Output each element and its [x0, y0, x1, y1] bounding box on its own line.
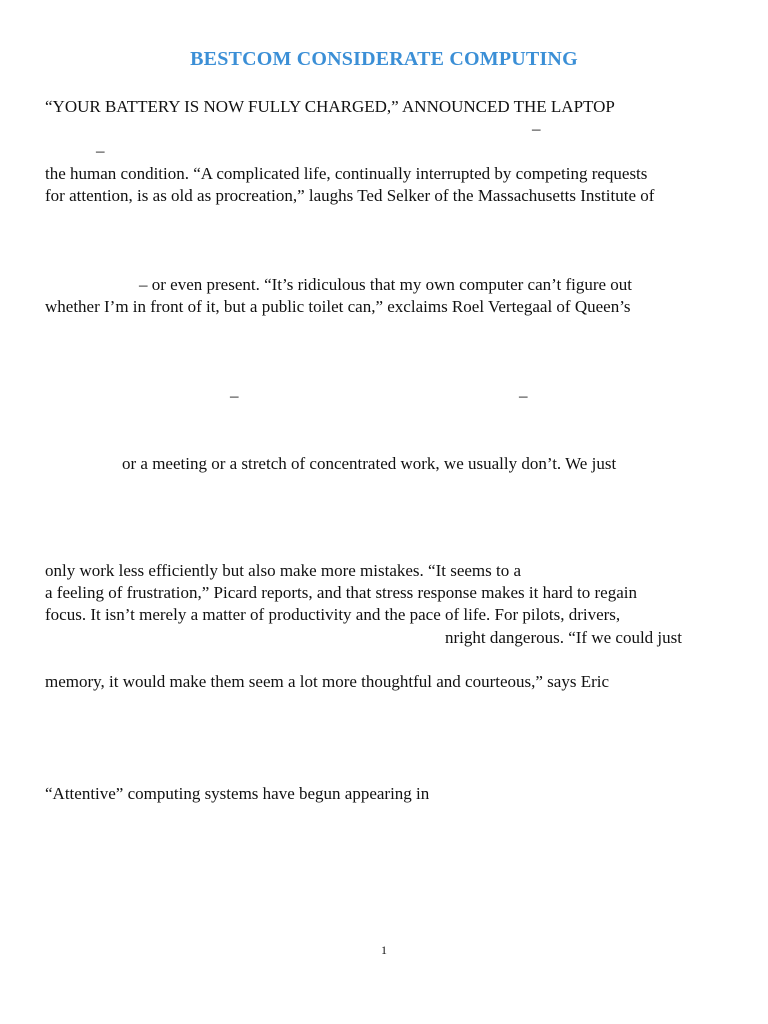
text-line: only work less efficiently but also make more mistakes. “It seems to a [45, 561, 522, 580]
text-line: the human condition. “A complicated life, continually interrupted by competing requests [45, 164, 648, 183]
text-line: – [96, 141, 105, 160]
text-line: – [532, 119, 541, 138]
text-line: memory, it would make them seem a lot more thoughtful and courteous,” says Eric [45, 672, 610, 691]
text-line: “YOUR BATTERY IS NOW FULLY CHARGED,” ANNOUNCED THE LAPTOP [45, 97, 615, 116]
text-line: or a meeting or a stretch of concentrated work, we usually don’t. We just [122, 454, 617, 473]
text-line: – [519, 386, 528, 405]
text-line: whether I’m in front of it, but a public toilet can,” exclaims Roel Vertegaal of Queen’s [45, 297, 631, 316]
text-line: “Attentive” computing systems have begun appearing in [45, 784, 430, 803]
page-number: 1 [381, 943, 387, 957]
text-line: a feeling of frustration,” Picard reports, and that stress response makes it hard to regain [45, 583, 637, 602]
text-line: – [230, 386, 239, 405]
document-title: BESTCOM CONSIDERATE COMPUTING [190, 48, 578, 70]
text-line: nright dangerous. “If we could just [445, 628, 682, 647]
text-line: focus. It isn’t merely a matter of productivity and the pace of life. For pilots, drivers, [45, 605, 621, 624]
text-line: for attention, is as old as procreation,” laughs Ted Selker of the Massachusetts Institute of [45, 186, 655, 205]
text-line: – or even present. “It’s ridiculous that my own computer can’t figure out [139, 275, 633, 294]
